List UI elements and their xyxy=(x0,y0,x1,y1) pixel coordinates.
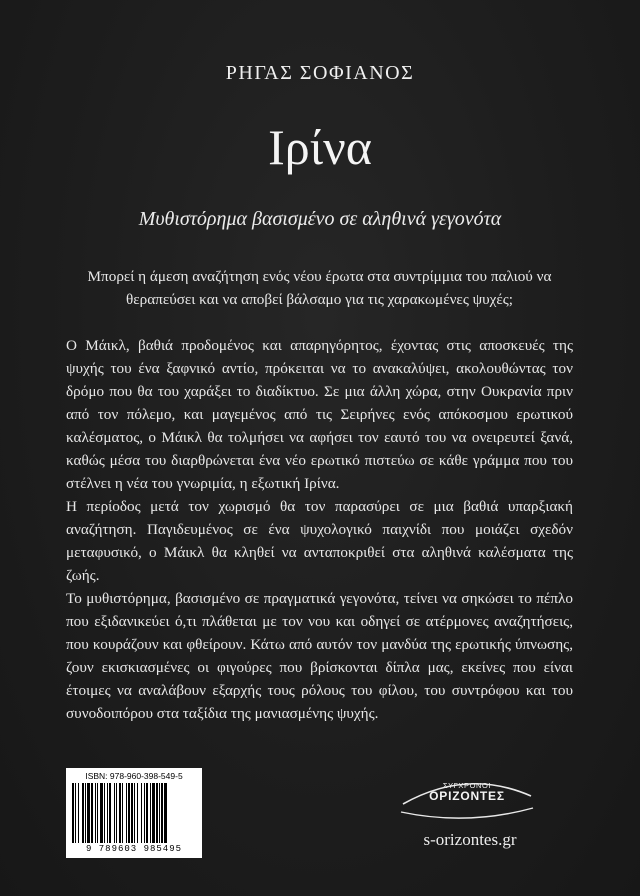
barcode-bars-icon xyxy=(72,783,196,843)
blurb-paragraph-4: Το μυθιστόρημα, βασισμένο σε πραγματικά γεγονότα, τείνει να σηκώσει το πέπλο που εξιδανικεύει ό,τι πλάθεται με τον νου και οδηγεί σε ατέρμονες αναζητήσεις, που κουράζουν και φθείρουν. Κάτω από αυτόν τον μανδύα της ερωτικής ύπνωσης, ζουν εκισκιασμένες οι φιγούρες που βρίσκονται δίπλα μας, εκείνες που είναι έτοιμες να αναλάβουν εξαρχής τους ρόλους του φίλου, του συντρόφου και του συνοδοιπόρου στα ταξίδια της μανιασμένης ψυχής. xyxy=(66,590,573,722)
publisher-logo xyxy=(397,772,537,820)
author-name: ΡΗΓΑΣ ΣΟΦΙΑΝΟΣ xyxy=(225,62,415,84)
blurb-paragraph-1: Μπορεί η άμεση αναζήτηση ενός νέου έρωτα στα συντρίμμια του παλιού να θεραπεύσει και να αποβεί βάλσαμο για τις χαρακωμένες ψυχές; xyxy=(87,268,552,308)
blurb-text xyxy=(66,265,573,725)
publisher-website: s-orizontes.gr xyxy=(423,830,517,849)
publisher-name-line1: ΣΥΓΧΡΟΝΟΙ xyxy=(442,781,492,790)
isbn-label: ISBN: 978-960-398-549-5 xyxy=(85,771,183,781)
book-title: Ιρίνα xyxy=(268,119,372,175)
blurb-paragraph-2: Ο Μάικλ, βαθιά προδομένος και απαρηγόρητος, έχοντας στις αποσκευές της ψυχής του ένα ξαφνικό αντίο, πρόκειται να το ανακαλύψει, ακολουθώντας τον δρόμο που θα του χαράξει το διαδίκτυο. Σε μια άλλη χώρα, στην Ουκρανία πριν από τον πόλεμο, και μαγεμένος από τις Σειρήνες ενός απόκοσμου ερωτικού καλέσματος, ο Μάικλ θα τολμήσει να αφήσει τον εαυτό του να ονειρευτεί ξανά, καθώς μέσα του διαρθρώνεται ένα νέο ερωτικό πιστεύω σε κάθε γράμμα που του στέλνει η νέα του γνωριμία, η εξωτική Ιρίνα. xyxy=(66,337,573,492)
barcode-digits: 9 789603 985495 xyxy=(85,844,182,854)
isbn-barcode xyxy=(66,768,202,858)
book-subtitle: Μυθιστόρημα βασισμένο σε αληθινά γεγονότα xyxy=(138,208,502,230)
publisher-name-line2: ΟΡΙΖΟΝΤΕΣ xyxy=(429,789,505,803)
blurb-paragraph-3: Η περίοδος μετά τον χωρισμό θα τον παρασύρει σε μια βαθιά υπαρξιακή αναζήτηση. Παγιδευμένος σε ένα ψυχολογικό παιχνίδι που μοιάζει σχεδόν μεταφυσικό, ο Μάικλ θα κληθεί να ανταποκριθεί στα αληθινά καλέσματα της ζωής. xyxy=(66,498,573,584)
